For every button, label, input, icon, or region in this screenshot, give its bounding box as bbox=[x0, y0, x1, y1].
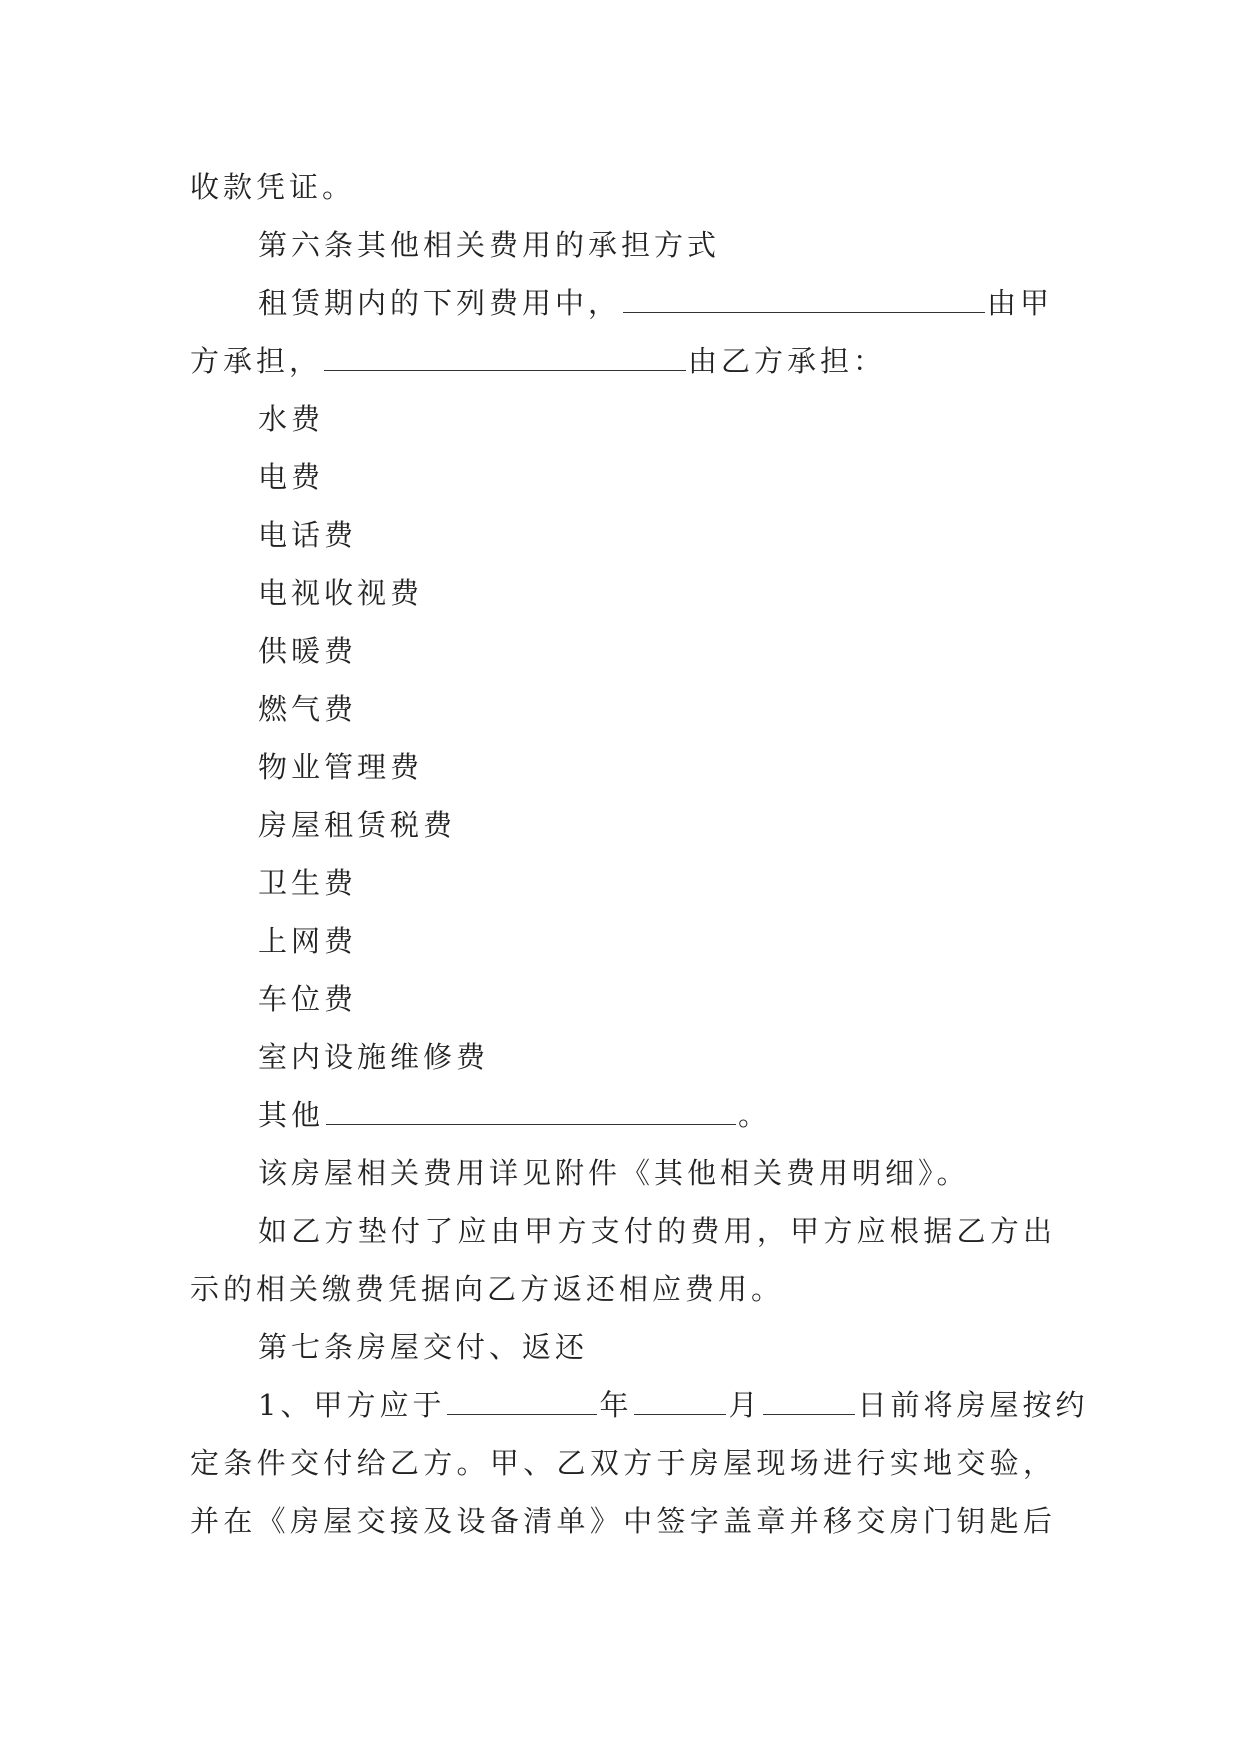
fee-label: 物业管理费 bbox=[258, 750, 424, 784]
fee-label: 室内设施维修费 bbox=[258, 1040, 490, 1074]
paragraph-line bbox=[190, 158, 1056, 216]
text-fragment: 该房屋相关费用详见附件《其他相关费用明细》。 bbox=[258, 1156, 970, 1190]
text-fragment: 1、甲方应于 bbox=[258, 1388, 446, 1422]
text-fragment: 由乙方承担： bbox=[688, 344, 887, 378]
article-seven-heading bbox=[190, 1318, 1056, 1376]
fee-item-internet bbox=[190, 912, 1056, 970]
fee-item-rental-tax bbox=[190, 796, 1056, 854]
text-fragment: 。 bbox=[738, 1098, 772, 1132]
document-body bbox=[190, 158, 1089, 1550]
fill-in-blank-day[interactable] bbox=[763, 1384, 855, 1415]
fee-item-tv bbox=[190, 564, 1056, 622]
text-fragment: 并在《房屋交接及设备清单》中签字盖章并移交房门钥匙后 bbox=[190, 1504, 1056, 1538]
fill-in-blank-month[interactable] bbox=[634, 1384, 726, 1415]
text-fragment: 年 bbox=[599, 1388, 633, 1422]
fee-item-parking bbox=[190, 970, 1056, 1028]
fee-label: 电话费 bbox=[258, 518, 358, 552]
heading-text: 第六条其他相关费用的承担方式 bbox=[258, 228, 721, 262]
fee-label: 上网费 bbox=[258, 924, 358, 958]
paragraph-line bbox=[190, 1376, 1089, 1434]
paragraph-line bbox=[190, 1434, 1056, 1492]
fee-label: 电视收视费 bbox=[258, 576, 424, 610]
fee-label: 燃气费 bbox=[258, 692, 358, 726]
paragraph-line bbox=[190, 1202, 1056, 1260]
text-fragment: 其他 bbox=[258, 1098, 325, 1132]
paragraph-line bbox=[190, 1492, 1056, 1550]
paragraph-line bbox=[190, 1260, 1056, 1318]
text-fragment: 方承担， bbox=[190, 344, 323, 378]
paragraph-line bbox=[190, 1144, 1056, 1202]
fee-label: 电费 bbox=[258, 460, 325, 494]
text-fragment: 收款凭证。 bbox=[190, 170, 356, 204]
paragraph-line bbox=[190, 332, 1056, 390]
fee-label: 卫生费 bbox=[258, 866, 358, 900]
fill-in-blank-landlord-fees[interactable] bbox=[623, 282, 985, 313]
text-fragment: 由甲 bbox=[987, 286, 1054, 320]
text-fragment: 月 bbox=[728, 1388, 762, 1422]
fee-item-telephone bbox=[190, 506, 1056, 564]
fill-in-blank-year[interactable] bbox=[447, 1384, 597, 1415]
fill-in-blank-other-fees[interactable] bbox=[326, 1094, 736, 1125]
fee-item-water bbox=[190, 390, 1056, 448]
text-fragment: 示的相关缴费凭据向乙方返还相应费用。 bbox=[190, 1272, 785, 1306]
fee-label: 房屋租赁税费 bbox=[258, 808, 457, 842]
fee-label: 供暖费 bbox=[258, 634, 358, 668]
fee-label: 车位费 bbox=[258, 982, 358, 1016]
fee-item-gas bbox=[190, 680, 1056, 738]
heading-text: 第七条房屋交付、返还 bbox=[258, 1330, 589, 1364]
fee-item-other bbox=[190, 1086, 1056, 1144]
text-fragment: 定条件交付给乙方。甲、乙双方于房屋现场进行实地交验， bbox=[190, 1446, 1056, 1480]
fee-item-property-management bbox=[190, 738, 1056, 796]
fee-item-heating bbox=[190, 622, 1056, 680]
fee-item-sanitation bbox=[190, 854, 1056, 912]
text-fragment: 日前将房屋按约 bbox=[857, 1388, 1089, 1422]
text-fragment: 租赁期内的下列费用中， bbox=[258, 286, 622, 320]
article-six-heading bbox=[190, 216, 1056, 274]
fill-in-blank-tenant-fees[interactable] bbox=[324, 340, 686, 371]
fee-item-repairs bbox=[190, 1028, 1056, 1086]
paragraph-line bbox=[190, 274, 1056, 332]
fee-label: 水费 bbox=[258, 402, 325, 436]
text-fragment: 如乙方垫付了应由甲方支付的费用，甲方应根据乙方出 bbox=[258, 1214, 1056, 1248]
fee-item-electricity bbox=[190, 448, 1056, 506]
